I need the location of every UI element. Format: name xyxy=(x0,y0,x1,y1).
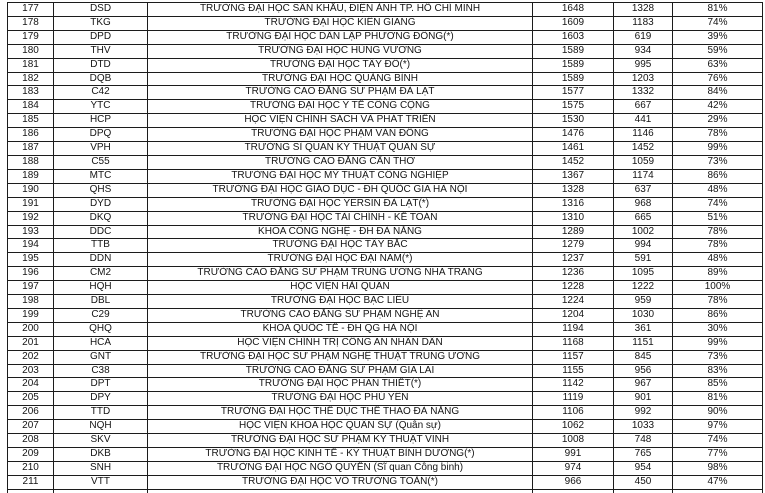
table-row xyxy=(8,114,763,128)
value1-cell: 1008 xyxy=(533,434,614,448)
value2-cell: 1222 xyxy=(614,281,673,295)
row-number-cell: 194 xyxy=(8,239,54,253)
table-row xyxy=(8,461,763,475)
rate-cell: 84% xyxy=(673,86,763,100)
rate-cell: 78% xyxy=(673,295,763,309)
table-row xyxy=(8,281,763,295)
rate-cell: 74% xyxy=(673,434,763,448)
value2-cell: 968 xyxy=(614,197,673,211)
value1-cell: 1228 xyxy=(533,281,614,295)
school-code-cell: VPH xyxy=(54,142,148,156)
row-number-cell: 192 xyxy=(8,211,54,225)
school-name-cell: KHOA CÔNG NGHỆ - ĐH ĐÀ NẴNG xyxy=(148,225,533,239)
school-code-cell: DPQ xyxy=(54,128,148,142)
school-code-cell: DPY xyxy=(54,392,148,406)
value2-cell: 667 xyxy=(614,100,673,114)
school-code-cell: DDN xyxy=(54,253,148,267)
school-name-cell: HỌC VIỆN CHÍNH SÁCH VÀ PHÁT TRIỂN xyxy=(148,114,533,128)
table-row xyxy=(8,392,763,406)
row-number-cell: 208 xyxy=(8,434,54,448)
school-name-cell-partial xyxy=(148,489,533,493)
rate-cell: 77% xyxy=(673,448,763,462)
table-row xyxy=(8,239,763,253)
rate-cell: 99% xyxy=(673,142,763,156)
row-number-cell-partial xyxy=(8,489,54,493)
school-name-cell: TRƯỜNG ĐẠI HỌC THỂ DỤC THỂ THAO ĐÀ NẴNG xyxy=(148,406,533,420)
school-name-cell: HỌC VIỆN KHOA HỌC QUÂN SỰ (Quân sự) xyxy=(148,420,533,434)
school-name-cell: TRƯỜNG ĐẠI HỌC SƯ PHẠM NGHỆ THUẬT TRUNG ƯƠNG xyxy=(148,350,533,364)
value1-cell: 1530 xyxy=(533,114,614,128)
school-name-cell: TRƯỜNG ĐẠI HỌC DÂN LẬP PHƯƠNG ĐÔNG(*) xyxy=(148,30,533,44)
table-row xyxy=(8,378,763,392)
row-number-cell: 209 xyxy=(8,448,54,462)
table-row xyxy=(8,3,763,17)
rate-cell: 78% xyxy=(673,239,763,253)
value2-cell: 845 xyxy=(614,350,673,364)
value1-cell-partial xyxy=(533,489,614,493)
school-code-cell: DQB xyxy=(54,72,148,86)
table-row xyxy=(8,211,763,225)
row-number-cell: 203 xyxy=(8,364,54,378)
school-name-cell: TRƯỜNG ĐẠI HỌC Y TẾ CÔNG CỘNG xyxy=(148,100,533,114)
school-name-cell: TRƯỜNG CAO ĐẲNG CẦN THƠ xyxy=(148,155,533,169)
value2-cell: 959 xyxy=(614,295,673,309)
rate-cell: 74% xyxy=(673,197,763,211)
table-row xyxy=(8,100,763,114)
rate-cell: 86% xyxy=(673,308,763,322)
rate-cell: 85% xyxy=(673,378,763,392)
value2-cell: 1033 xyxy=(614,420,673,434)
school-code-cell: DDC xyxy=(54,225,148,239)
school-name-cell: TRƯỜNG ĐẠI HỌC PHẠM VĂN ĐỒNG xyxy=(148,128,533,142)
value1-cell: 1168 xyxy=(533,336,614,350)
value1-cell: 1452 xyxy=(533,155,614,169)
row-number-cell: 196 xyxy=(8,267,54,281)
value1-cell: 1310 xyxy=(533,211,614,225)
table-row xyxy=(8,406,763,420)
school-name-cell: TRƯỜNG CAO ĐẲNG SƯ PHẠM GIA LAI xyxy=(148,364,533,378)
rate-cell: 89% xyxy=(673,267,763,281)
table-row xyxy=(8,322,763,336)
row-number-cell: 179 xyxy=(8,30,54,44)
value2-cell: 637 xyxy=(614,183,673,197)
value1-cell: 1609 xyxy=(533,16,614,30)
table-row xyxy=(8,197,763,211)
school-name-cell: HỌC VIỆN HẢI QUÂN xyxy=(148,281,533,295)
row-number-cell: 178 xyxy=(8,16,54,30)
school-code-cell: TTB xyxy=(54,239,148,253)
rate-cell: 76% xyxy=(673,72,763,86)
school-code-cell: DSD xyxy=(54,3,148,17)
value2-cell: 441 xyxy=(614,114,673,128)
rate-cell: 86% xyxy=(673,169,763,183)
value2-cell: 967 xyxy=(614,378,673,392)
value2-cell: 934 xyxy=(614,44,673,58)
value1-cell: 1575 xyxy=(533,100,614,114)
value1-cell: 1106 xyxy=(533,406,614,420)
school-code-cell: GNT xyxy=(54,350,148,364)
row-number-cell: 202 xyxy=(8,350,54,364)
table-row xyxy=(8,350,763,364)
row-number-cell: 190 xyxy=(8,183,54,197)
row-number-cell: 199 xyxy=(8,308,54,322)
value2-cell: 361 xyxy=(614,322,673,336)
school-code-cell: C29 xyxy=(54,308,148,322)
rate-cell: 74% xyxy=(673,16,763,30)
school-code-cell: DPD xyxy=(54,30,148,44)
value2-cell: 1203 xyxy=(614,72,673,86)
value1-cell: 1289 xyxy=(533,225,614,239)
value2-cell: 765 xyxy=(614,448,673,462)
value1-cell: 1577 xyxy=(533,86,614,100)
school-name-cell: TRƯỜNG CAO ĐẲNG SƯ PHẠM TRUNG ƯƠNG NHA TRANG xyxy=(148,267,533,281)
school-code-cell: YTC xyxy=(54,100,148,114)
rate-cell: 48% xyxy=(673,253,763,267)
value2-cell: 1002 xyxy=(614,225,673,239)
rate-cell: 81% xyxy=(673,3,763,17)
row-number-cell: 187 xyxy=(8,142,54,156)
document-page xyxy=(7,2,763,493)
row-number-cell: 200 xyxy=(8,322,54,336)
rate-cell: 90% xyxy=(673,406,763,420)
school-code-cell: DBL xyxy=(54,295,148,309)
row-number-cell: 181 xyxy=(8,58,54,72)
table-row xyxy=(8,72,763,86)
school-code-cell: THV xyxy=(54,44,148,58)
table-row xyxy=(8,364,763,378)
school-name-cell: TRƯỜNG ĐẠI HỌC HÙNG VƯƠNG xyxy=(148,44,533,58)
value2-cell: 619 xyxy=(614,30,673,44)
table-row xyxy=(8,420,763,434)
school-code-cell: HCP xyxy=(54,114,148,128)
rate-cell: 63% xyxy=(673,58,763,72)
row-number-cell: 201 xyxy=(8,336,54,350)
table-row xyxy=(8,448,763,462)
rate-cell: 97% xyxy=(673,420,763,434)
row-number-cell: 186 xyxy=(8,128,54,142)
row-number-cell: 185 xyxy=(8,114,54,128)
row-number-cell: 211 xyxy=(8,475,54,489)
school-code-cell: C42 xyxy=(54,86,148,100)
school-name-cell: TRƯỜNG ĐẠI HỌC PHÚ YÊN xyxy=(148,392,533,406)
rate-cell: 51% xyxy=(673,211,763,225)
table-row xyxy=(8,308,763,322)
rate-cell: 78% xyxy=(673,225,763,239)
partial-next-row xyxy=(8,489,763,493)
school-code-cell: SKV xyxy=(54,434,148,448)
rate-cell: 59% xyxy=(673,44,763,58)
school-name-cell: TRƯỜNG CAO ĐẲNG SƯ PHẠM ĐÀ LẠT xyxy=(148,86,533,100)
rate-cell: 81% xyxy=(673,392,763,406)
school-name-cell: TRƯỜNG ĐẠI HỌC YERSIN ĐÀ LẠT(*) xyxy=(148,197,533,211)
table-body xyxy=(8,3,763,493)
value2-cell: 1332 xyxy=(614,86,673,100)
value1-cell: 1476 xyxy=(533,128,614,142)
value2-cell: 450 xyxy=(614,475,673,489)
school-code-cell: DPT xyxy=(54,378,148,392)
row-number-cell: 195 xyxy=(8,253,54,267)
value1-cell: 991 xyxy=(533,448,614,462)
school-name-cell: TRƯỜNG ĐẠI HỌC KINH TẾ - KỸ THUẬT BÌNH DƯƠNG(*) xyxy=(148,448,533,462)
table-row xyxy=(8,225,763,239)
table-row xyxy=(8,434,763,448)
school-name-cell: TRƯỜNG ĐẠI HỌC MỸ THUẬT CÔNG NGHIỆP xyxy=(148,169,533,183)
school-name-cell: TRƯỜNG ĐẠI HỌC TÂY BẮC xyxy=(148,239,533,253)
school-name-cell: TRƯỜNG ĐẠI HỌC TÂY ĐÔ(*) xyxy=(148,58,533,72)
table-row xyxy=(8,30,763,44)
school-name-cell: KHOA QUỐC TẾ - ĐH QG HÀ NỘI xyxy=(148,322,533,336)
school-name-cell: TRƯỜNG ĐẠI HỌC TÀI CHÍNH - KẾ TOÁN xyxy=(148,211,533,225)
value1-cell: 1367 xyxy=(533,169,614,183)
table-row xyxy=(8,86,763,100)
value2-cell: 665 xyxy=(614,211,673,225)
row-number-cell: 198 xyxy=(8,295,54,309)
school-code-cell: VTT xyxy=(54,475,148,489)
value2-cell: 1183 xyxy=(614,16,673,30)
value2-cell: 1030 xyxy=(614,308,673,322)
school-code-cell: SNH xyxy=(54,461,148,475)
school-name-cell: TRƯỜNG ĐẠI HỌC KIÊN GIANG xyxy=(148,16,533,30)
value1-cell: 1603 xyxy=(533,30,614,44)
rate-cell-partial xyxy=(673,489,763,493)
value1-cell: 1204 xyxy=(533,308,614,322)
value2-cell: 901 xyxy=(614,392,673,406)
value2-cell: 956 xyxy=(614,364,673,378)
school-name-cell: TRƯỜNG ĐẠI HỌC GIÁO DỤC - ĐH QUỐC GIA HÀ NỘI xyxy=(148,183,533,197)
row-number-cell: 197 xyxy=(8,281,54,295)
row-number-cell: 189 xyxy=(8,169,54,183)
school-code-cell: MTC xyxy=(54,169,148,183)
value2-cell: 954 xyxy=(614,461,673,475)
school-code-cell: TKG xyxy=(54,16,148,30)
school-name-cell: TRƯỜNG ĐẠI HỌC ĐẠI NAM(*) xyxy=(148,253,533,267)
row-number-cell: 207 xyxy=(8,420,54,434)
value1-cell: 1461 xyxy=(533,142,614,156)
rate-cell: 39% xyxy=(673,30,763,44)
rate-cell: 29% xyxy=(673,114,763,128)
school-code-cell: QHQ xyxy=(54,322,148,336)
value2-cell: 1328 xyxy=(614,3,673,17)
school-name-cell: TRƯỜNG ĐẠI HỌC PHAN THIẾT(*) xyxy=(148,378,533,392)
table-row xyxy=(8,58,763,72)
school-code-cell: TTD xyxy=(54,406,148,420)
value1-cell: 1589 xyxy=(533,72,614,86)
value2-cell: 992 xyxy=(614,406,673,420)
rate-cell: 73% xyxy=(673,350,763,364)
value2-cell: 995 xyxy=(614,58,673,72)
rate-cell: 48% xyxy=(673,183,763,197)
school-code-cell: HQH xyxy=(54,281,148,295)
value1-cell: 1648 xyxy=(533,3,614,17)
value2-cell: 1059 xyxy=(614,155,673,169)
value1-cell: 1155 xyxy=(533,364,614,378)
school-code-cell: DTD xyxy=(54,58,148,72)
school-name-cell: TRƯỜNG CAO ĐẲNG SƯ PHẠM NGHỆ AN xyxy=(148,308,533,322)
school-name-cell: TRƯỜNG ĐẠI HỌC NGÔ QUYỀN (Sĩ quan Công binh) xyxy=(148,461,533,475)
school-code-cell: DKQ xyxy=(54,211,148,225)
rate-cell: 98% xyxy=(673,461,763,475)
row-number-cell: 177 xyxy=(8,3,54,17)
row-number-cell: 193 xyxy=(8,225,54,239)
table-row xyxy=(8,253,763,267)
table-row xyxy=(8,169,763,183)
value1-cell: 1062 xyxy=(533,420,614,434)
rate-cell: 83% xyxy=(673,364,763,378)
row-number-cell: 204 xyxy=(8,378,54,392)
school-name-cell: TRƯỜNG ĐẠI HỌC BẠC LIÊU xyxy=(148,295,533,309)
school-code-cell: HCA xyxy=(54,336,148,350)
value1-cell: 974 xyxy=(533,461,614,475)
value1-cell: 1224 xyxy=(533,295,614,309)
row-number-cell: 180 xyxy=(8,44,54,58)
row-number-cell: 191 xyxy=(8,197,54,211)
value1-cell: 1237 xyxy=(533,253,614,267)
table-row xyxy=(8,44,763,58)
rate-cell: 30% xyxy=(673,322,763,336)
school-name-cell: TRƯỜNG SĨ QUAN KỸ THUẬT QUÂN SỰ xyxy=(148,142,533,156)
value1-cell: 1236 xyxy=(533,267,614,281)
rate-cell: 78% xyxy=(673,128,763,142)
table-row xyxy=(8,183,763,197)
table-row xyxy=(8,267,763,281)
value1-cell: 1119 xyxy=(533,392,614,406)
school-name-cell: TRƯỜNG ĐẠI HỌC QUẢNG BÌNH xyxy=(148,72,533,86)
school-code-cell: QHS xyxy=(54,183,148,197)
school-name-cell: TRƯỜNG ĐẠI HỌC VÕ TRƯỜNG TOẢN(*) xyxy=(148,475,533,489)
value2-cell: 994 xyxy=(614,239,673,253)
value2-cell: 1151 xyxy=(614,336,673,350)
row-number-cell: 184 xyxy=(8,100,54,114)
value1-cell: 1142 xyxy=(533,378,614,392)
value2-cell-partial xyxy=(614,489,673,493)
table-row xyxy=(8,295,763,309)
row-number-cell: 183 xyxy=(8,86,54,100)
value1-cell: 966 xyxy=(533,475,614,489)
value1-cell: 1157 xyxy=(533,350,614,364)
value1-cell: 1589 xyxy=(533,58,614,72)
row-number-cell: 188 xyxy=(8,155,54,169)
value1-cell: 1194 xyxy=(533,322,614,336)
school-code-cell: DKB xyxy=(54,448,148,462)
rate-cell: 73% xyxy=(673,155,763,169)
school-code-cell: C55 xyxy=(54,155,148,169)
school-code-cell: C38 xyxy=(54,364,148,378)
table-row xyxy=(8,155,763,169)
row-number-cell: 210 xyxy=(8,461,54,475)
row-number-cell: 206 xyxy=(8,406,54,420)
school-name-cell: TRƯỜNG ĐẠI HỌC SƯ PHẠM KỸ THUẬT VINH xyxy=(148,434,533,448)
school-code-cell: CM2 xyxy=(54,267,148,281)
school-name-cell: TRƯỜNG ĐẠI HỌC SÂN KHẤU, ĐIỆN ẢNH TP. HỒ CHÍ MINH xyxy=(148,3,533,17)
value2-cell: 1174 xyxy=(614,169,673,183)
table-row xyxy=(8,142,763,156)
rate-cell: 99% xyxy=(673,336,763,350)
value1-cell: 1316 xyxy=(533,197,614,211)
value2-cell: 1095 xyxy=(614,267,673,281)
value1-cell: 1279 xyxy=(533,239,614,253)
school-code-cell: NQH xyxy=(54,420,148,434)
school-code-cell-partial xyxy=(54,489,148,493)
rate-cell: 100% xyxy=(673,281,763,295)
value2-cell: 591 xyxy=(614,253,673,267)
value1-cell: 1589 xyxy=(533,44,614,58)
value2-cell: 1146 xyxy=(614,128,673,142)
row-number-cell: 205 xyxy=(8,392,54,406)
university-ranking-table xyxy=(7,2,763,493)
rate-cell: 47% xyxy=(673,475,763,489)
table-row xyxy=(8,336,763,350)
value2-cell: 748 xyxy=(614,434,673,448)
table-row xyxy=(8,16,763,30)
school-name-cell: HỌC VIỆN CHÍNH TRỊ CÔNG AN NHÂN DÂN xyxy=(148,336,533,350)
school-code-cell: DYD xyxy=(54,197,148,211)
value1-cell: 1328 xyxy=(533,183,614,197)
rate-cell: 42% xyxy=(673,100,763,114)
row-number-cell: 182 xyxy=(8,72,54,86)
value2-cell: 1452 xyxy=(614,142,673,156)
table-row xyxy=(8,475,763,489)
table-row xyxy=(8,128,763,142)
